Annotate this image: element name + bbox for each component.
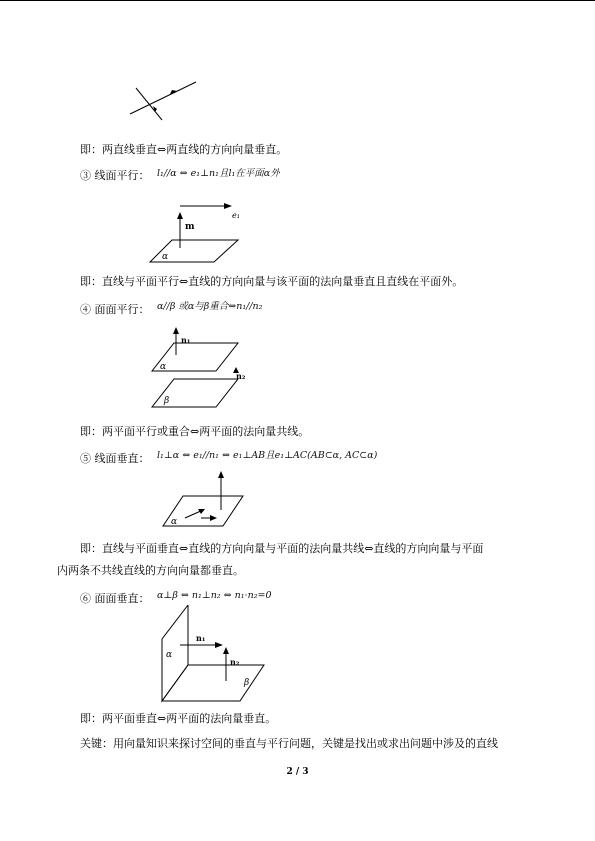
label-alpha: α xyxy=(160,362,167,372)
line-b xyxy=(130,82,196,114)
plane-plane-parallel-conclusion: 即：两平面平行或重合⇔两平面的法向量共线。 xyxy=(80,425,310,438)
plane-plane-perpendicular-conclusion: 即：两平面垂直⇔两平面的法向量垂直。 xyxy=(80,712,277,725)
line-a xyxy=(136,88,162,120)
normal-n1-arrow-icon xyxy=(215,642,223,648)
label-n1: n₁ xyxy=(181,335,191,345)
label-n2: n₂ xyxy=(230,657,240,667)
formula-line-plane-perpendicular: l₁⊥α ⇔ e₁//n₁ ⇔ e₁⊥AB且e₁⊥AC(AB⊂α, AC⊂α) xyxy=(157,450,378,461)
page-number: 2 / 3 xyxy=(286,767,309,777)
heading-line-plane-perpendicular: ⑤ 线面垂直： xyxy=(80,452,150,465)
figure-line-plane-perpendicular xyxy=(155,468,255,533)
heading-line-plane-parallel: ③ 线面平行： xyxy=(80,169,150,182)
heading-plane-plane-parallel: ④ 面面平行： xyxy=(80,303,150,316)
vector-ac-arrow-icon xyxy=(210,515,217,521)
key-note: 关键：用向量知识来探讨空间的垂直与平行问题，关键是找出或求出问题中涉及的直线 xyxy=(80,737,498,750)
label-alpha: α xyxy=(162,252,169,262)
figure-perpendicular-lines xyxy=(130,78,200,128)
label-n2: n₂ xyxy=(236,371,246,381)
normal-m-arrow-icon xyxy=(177,212,183,219)
label-beta: β xyxy=(244,678,250,688)
line-plane-perpendicular-conclusion-1: 即：直线与平面垂直⇔直线的方向向量与平面的法向量共线⇔直线的方向向量与平面 xyxy=(80,542,484,555)
heading-plane-plane-perpendicular: ⑥ 面面垂直： xyxy=(80,592,150,605)
direction-e1-arrow-icon xyxy=(224,203,232,209)
formula-plane-plane-perpendicular: α⊥β ⇔ n₁⊥n₂ ⇔ n₁·n₂=0 xyxy=(157,590,272,601)
label-e1: e₁ xyxy=(232,211,240,220)
normal-n2-arrow-icon xyxy=(223,647,229,654)
formula-line-plane-parallel: l₁//α ⇔ e₁⊥n₁且l₁在平面α外 xyxy=(157,168,280,179)
header-rule xyxy=(0,0,595,1)
label-beta: β xyxy=(164,396,170,406)
line-plane-perpendicular-conclusion-2: 内两条不共线直线的方向向量都垂直。 xyxy=(57,564,244,577)
formula-plane-plane-parallel: α//β 或α与β重合⇔n₁//n₂ xyxy=(157,301,263,312)
normal-line-arrow-icon xyxy=(218,471,224,478)
figure-plane-plane-parallel xyxy=(150,325,250,415)
figure-plane-plane-perpendicular xyxy=(160,605,270,705)
normal-n1-arrow-icon xyxy=(173,327,179,334)
label-alpha: α xyxy=(166,650,173,660)
line-perpendicular-conclusion: 即：两直线垂直⇔两直线的方向向量垂直。 xyxy=(80,143,288,156)
label-n1: n₁ xyxy=(196,633,206,643)
figure-line-plane-parallel xyxy=(150,200,250,270)
label-m: m xyxy=(185,222,195,232)
label-alpha: α xyxy=(171,517,178,527)
line-plane-parallel-conclusion: 即：直线与平面平行⇔直线的方向向量与该平面的法向量垂直且直线在平面外。 xyxy=(80,275,464,288)
